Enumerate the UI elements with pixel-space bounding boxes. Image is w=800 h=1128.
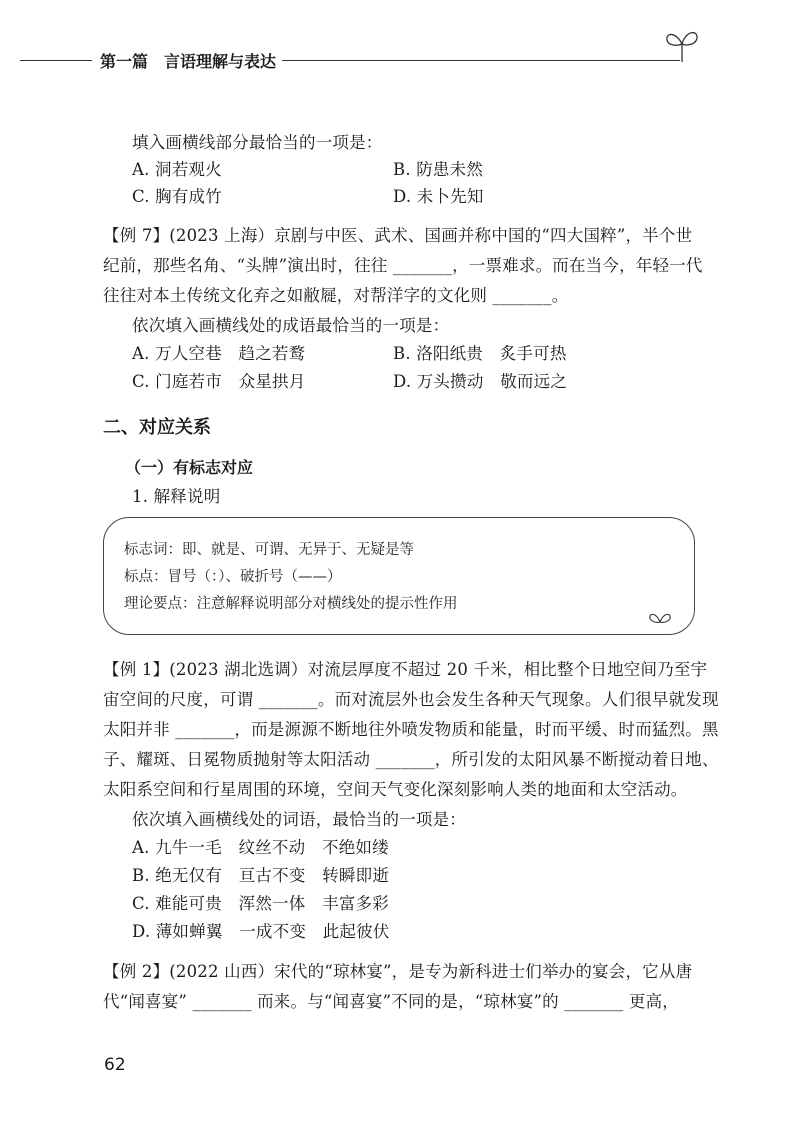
tip-keywords: 标志词：即、就是、可谓、无异于、无疑是等 — [124, 542, 414, 558]
page-number: 62 — [104, 1055, 126, 1075]
chapter-header: 第一篇 言语理解与表达 — [100, 52, 277, 71]
example-7-option-b: B. 洛阳纸贵 炙手可热 — [393, 344, 567, 363]
question-prompt: 填入画横线部分最恰当的一项是： — [132, 133, 383, 152]
example-7-line-1: 【例 7】(2023 上海）京剧与中医、武术、国画并称中国的“四大国粹”，半个世 — [103, 226, 693, 245]
example-1-line-3: 太阳并非 _______，而是源源不断地往外喷发物质和能量，时而平缓、时而猛烈。黑 — [103, 720, 719, 739]
subsection-title: （一）有标志对应 — [125, 458, 254, 477]
leaf-icon — [648, 608, 672, 628]
example-2-line-1: 【例 2】(2022 山西）宋代的“琼林宴”，是专为新科进士们举办的宴会，它从唐 — [103, 962, 693, 981]
example-7-line-2: 纪前，那些名角、“头牌”演出时，往往 _______，一票难求。而在当今，年轻一代 — [103, 256, 703, 275]
header-rule-right — [282, 60, 680, 61]
example-7-option-c: C. 门庭若市 众星拱月 — [132, 372, 306, 391]
example-1-line-4: 子、耀斑、日冕物质抛射等太阳活动 _______，所引发的太阳风暴不断搅动着日地、 — [103, 750, 719, 769]
example-7-question: 依次填入画横线处的成语最恰当的一项是： — [132, 316, 450, 335]
tip-punctuation: 标点：冒号（：）、破折号（——） — [124, 569, 342, 585]
example-1-option-c: C. 难能可贵 浑然一体 丰富多彩 — [132, 894, 389, 913]
example-7-option-a: A. 万人空巷 趋之若鹜 — [132, 344, 306, 363]
example-1-line-1: 【例 1】(2023 湖北选调）对流层厚度不超过 20 千米，相比整个日地空间乃至宇 — [103, 660, 708, 679]
example-1-line-5: 太阳系空间和行星周围的环境，空间天气变化深刻影响人类的地面和太空活动。 — [103, 780, 688, 799]
tip-theory: 理论要点：注意解释说明部分对横线处的提示性作用 — [124, 596, 458, 612]
example-1-option-d: D. 薄如蝉翼 一成不变 此起彼伏 — [132, 922, 390, 941]
option-d: D. 未卜先知 — [393, 187, 484, 206]
example-1-line-2: 宙空间的尺度，可谓 _______。而对流层外也会发生各种天气现象。人们很早就发现 — [103, 690, 719, 709]
option-b: B. 防患未然 — [393, 160, 484, 179]
example-7-line-3: 往往对本土传统文化弃之如敝屣，对帮洋字的文化则 _______。 — [103, 286, 569, 305]
sprout-icon — [664, 24, 700, 64]
example-2-line-2: 代“闻喜宴” _______ 而来。与“闻喜宴”不同的是，“琼林宴”的 _______ 更高， — [103, 992, 679, 1011]
example-7-option-d: D. 万头攒动 敬而远之 — [393, 372, 568, 391]
option-c: C. 胸有成竹 — [132, 187, 222, 206]
example-1-option-b: B. 绝无仅有 亘古不变 转瞬即逝 — [132, 866, 390, 885]
example-1-option-a: A. 九牛一毛 纹丝不动 不绝如缕 — [132, 838, 389, 857]
header-rule-left — [20, 60, 92, 61]
subsection-item: 1. 解释说明 — [132, 487, 221, 506]
example-1-question: 依次填入画横线处的词语，最恰当的一项是： — [132, 810, 466, 829]
option-a: A. 洞若观火 — [132, 160, 222, 179]
section-title: 二、对应关系 — [103, 417, 211, 438]
